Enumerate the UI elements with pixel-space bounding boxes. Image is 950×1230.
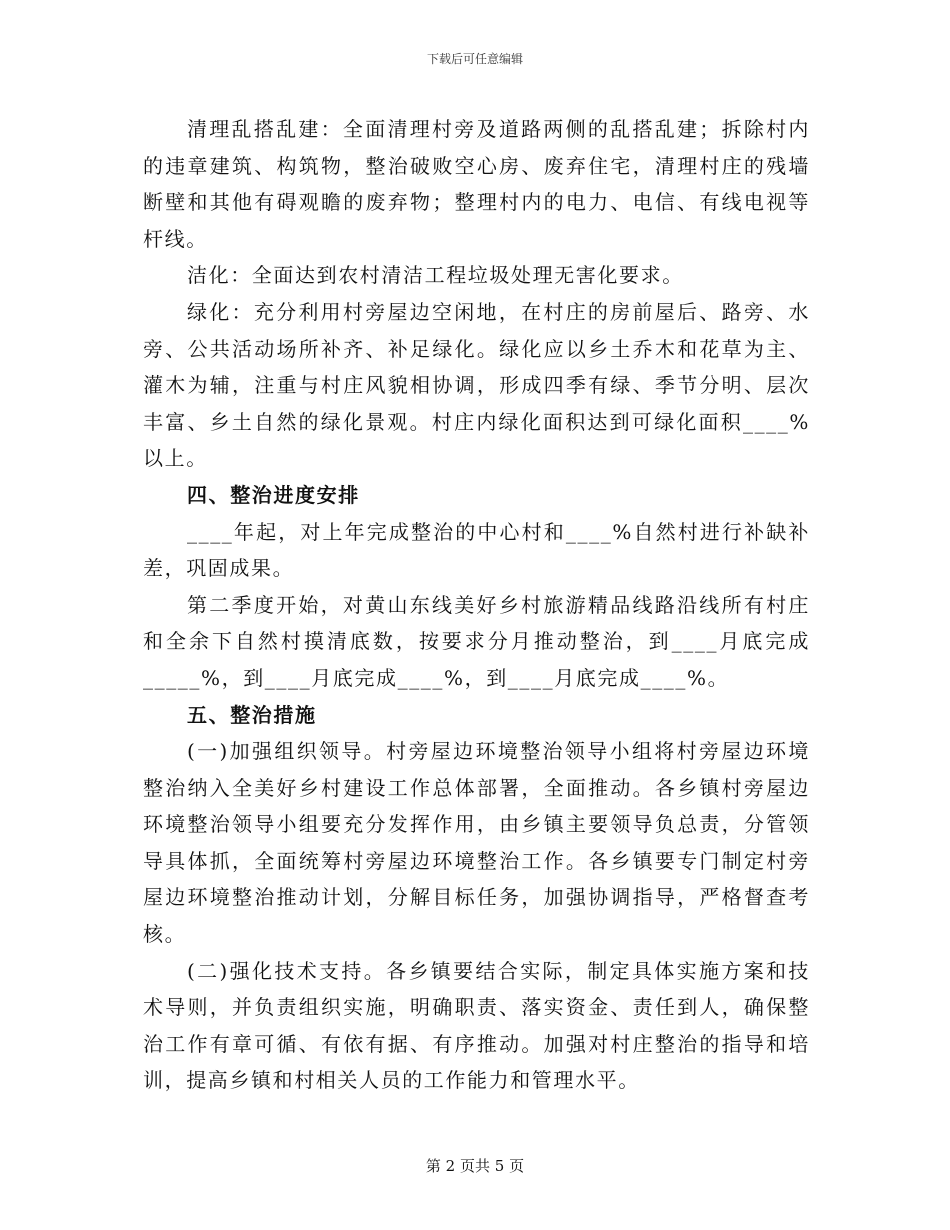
page-header: 下载后可任意编辑 [426,52,523,66]
page-footer: 第 2 页共 5 页 [425,1157,525,1175]
section-heading-schedule: 四、整治进度安排 [187,482,360,507]
paragraph-cleanup: 清理乱搭乱建：全面清理村旁及道路两侧的乱搭乱建；拆除村内的违章建筑、构筑物，整治破败空心房、废弃住宅，清理村庄的残墙断壁和其他有碍观瞻的废弃物；整理村内的电力、电信、有线电视等杆线。 [143,117,810,251]
paragraph-schedule-2: 第二季度开始，对黄山东线美好乡村旅游精品线路沿线所有村庄和全余下自然村摸清底数，按要求分月推动整治，到____月底完成_____%，到____月底完成____%，到____月底完成____%。 [143,592,810,690]
section-heading-measures: 五、整治措施 [187,702,317,727]
paragraph-greening: 绿化：充分利用村旁屋边空闲地，在村庄的房前屋后、路旁、水旁、公共活动场所补齐、补足绿化。绿化应以乡土乔木和花草为主、灌木为辅，注重与村庄风貌相协调，形成四季有绿、季节分明、层次丰富、乡土自然的绿化景观。村庄内绿化面积达到可绿化面积____%以上。 [143,299,810,471]
paragraph-measure-1: (一)加强组织领导。村旁屋边环境整治领导小组将村旁屋边环境整治纳入全美好乡村建设工作总体部署，全面推动。各乡镇村旁屋边环境整治领导小组要充分发挥作用，由乡镇主要领导负总责，分管领导具体抓，全面统筹村旁屋边环境整治工作。各乡镇要专门制定村旁屋边环境整治推动计划，分解目标任务，加强协调指导，严格督查考核。 [143,739,810,947]
paragraph-schedule-1: ____年起，对上年完成整治的中心村和____%自然村进行补缺补差，巩固成果。 [143,519,810,581]
document-body [143,111,810,1099]
paragraph-cleaning: 洁化：全面达到农村清洁工程垃圾处理无害化要求。 [187,263,684,288]
paragraph-measure-2: (二)强化技术支持。各乡镇要结合实际，制定具体实施方案和技术导则，并负责组织实施，明确职责、落实资金、责任到人，确保整治工作有章可循、有依有据、有序推动。加强对村庄整治的指导和培训，提高乡镇和村相关人员的工作能力和管理水平。 [143,958,810,1093]
